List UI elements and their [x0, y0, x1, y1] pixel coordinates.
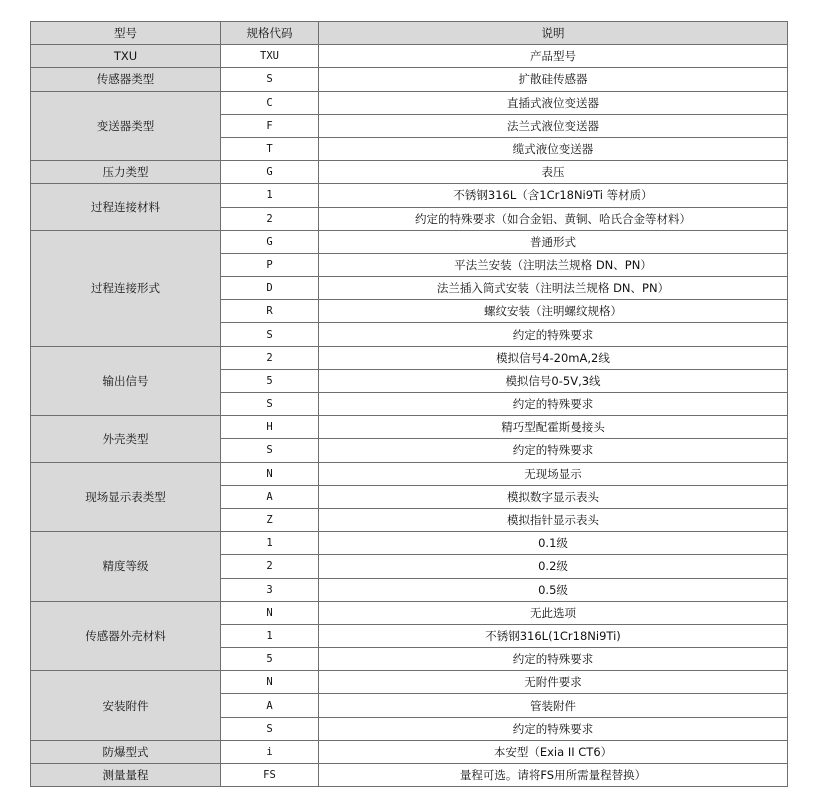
- table-header-row: [31, 22, 788, 45]
- spec-code-cell: 2: [221, 346, 319, 369]
- group-name-cell: 输出信号: [31, 346, 221, 416]
- spec-table-container: [30, 21, 787, 787]
- group-name-cell: 现场显示表类型: [31, 462, 221, 532]
- description-cell: 模拟信号0-5V,3线: [319, 369, 788, 392]
- table-row: [31, 532, 788, 555]
- spec-code-cell: S: [221, 393, 319, 416]
- spec-code-cell: 5: [221, 648, 319, 671]
- spec-code-cell: T: [221, 137, 319, 160]
- spec-code-cell: A: [221, 694, 319, 717]
- model-spec-table: [30, 21, 788, 787]
- description-cell: 0.5级: [319, 578, 788, 601]
- description-cell: 精巧型配霍斯曼接头: [319, 416, 788, 439]
- group-name-cell: 测量量程: [31, 764, 221, 787]
- spec-code-cell: N: [221, 671, 319, 694]
- group-name-cell: 传感器外壳材料: [31, 601, 221, 671]
- description-cell: 普通形式: [319, 230, 788, 253]
- description-cell: 约定的特殊要求: [319, 439, 788, 462]
- table-row: [31, 184, 788, 207]
- spec-code-cell: G: [221, 161, 319, 184]
- table-row: [31, 346, 788, 369]
- spec-code-cell: S: [221, 323, 319, 346]
- spec-code-cell: S: [221, 68, 319, 91]
- spec-code-cell: S: [221, 439, 319, 462]
- description-cell: 约定的特殊要求: [319, 323, 788, 346]
- description-cell: 直插式液位变送器: [319, 91, 788, 114]
- group-name-cell: 变送器类型: [31, 91, 221, 161]
- description-cell: 法兰插入筒式安装（注明法兰规格 DN、PN）: [319, 277, 788, 300]
- description-cell: 扩散硅传感器: [319, 68, 788, 91]
- description-cell: 量程可选。请将FS用所需量程替换）: [319, 764, 788, 787]
- header-code: 规格代码: [221, 22, 319, 45]
- group-name-cell: 外壳类型: [31, 416, 221, 462]
- spec-code-cell: i: [221, 740, 319, 763]
- spec-code-cell: N: [221, 462, 319, 485]
- description-cell: 无现场显示: [319, 462, 788, 485]
- header-description: 说明: [319, 22, 788, 45]
- spec-code-cell: A: [221, 485, 319, 508]
- description-cell: 约定的特殊要求（如合金铝、黄铜、哈氏合金等材料）: [319, 207, 788, 230]
- description-cell: 约定的特殊要求: [319, 393, 788, 416]
- spec-code-cell: 1: [221, 184, 319, 207]
- description-cell: 不锈钢316L(1Cr18Ni9Ti): [319, 624, 788, 647]
- description-cell: 管装附件: [319, 694, 788, 717]
- spec-code-cell: 2: [221, 555, 319, 578]
- description-cell: 产品型号: [319, 45, 788, 68]
- group-name-cell: 防爆型式: [31, 740, 221, 763]
- spec-code-cell: Z: [221, 508, 319, 531]
- spec-code-cell: C: [221, 91, 319, 114]
- description-cell: 平法兰安装（注明法兰规格 DN、PN）: [319, 253, 788, 276]
- spec-code-cell: N: [221, 601, 319, 624]
- spec-code-cell: 1: [221, 624, 319, 647]
- group-name-cell: 压力类型: [31, 161, 221, 184]
- group-name-cell: 精度等级: [31, 532, 221, 602]
- table-row: [31, 462, 788, 485]
- description-cell: 0.2级: [319, 555, 788, 578]
- table-row: [31, 601, 788, 624]
- description-cell: 表压: [319, 161, 788, 184]
- table-row: [31, 416, 788, 439]
- table-row: [31, 45, 788, 68]
- spec-code-cell: FS: [221, 764, 319, 787]
- spec-code-cell: P: [221, 253, 319, 276]
- spec-code-cell: TXU: [221, 45, 319, 68]
- spec-code-cell: G: [221, 230, 319, 253]
- spec-code-cell: 5: [221, 369, 319, 392]
- description-cell: 模拟数字显示表头: [319, 485, 788, 508]
- description-cell: 不锈钢316L（含1Cr18Ni9Ti 等材质）: [319, 184, 788, 207]
- table-row: [31, 68, 788, 91]
- description-cell: 本安型（Exia II CT6）: [319, 740, 788, 763]
- spec-code-cell: 3: [221, 578, 319, 601]
- table-row: [31, 671, 788, 694]
- table-body: [31, 45, 788, 787]
- description-cell: 缆式液位变送器: [319, 137, 788, 160]
- table-row: [31, 740, 788, 763]
- spec-code-cell: H: [221, 416, 319, 439]
- spec-code-cell: D: [221, 277, 319, 300]
- description-cell: 模拟信号4-20mA,2线: [319, 346, 788, 369]
- description-cell: 约定的特殊要求: [319, 717, 788, 740]
- description-cell: 0.1级: [319, 532, 788, 555]
- group-name-cell: 过程连接材料: [31, 184, 221, 230]
- spec-code-cell: R: [221, 300, 319, 323]
- spec-code-cell: F: [221, 114, 319, 137]
- spec-code-cell: 2: [221, 207, 319, 230]
- table-row: [31, 161, 788, 184]
- group-name-cell: 传感器类型: [31, 68, 221, 91]
- header-model: 型号: [31, 22, 221, 45]
- spec-code-cell: 1: [221, 532, 319, 555]
- table-row: [31, 230, 788, 253]
- description-cell: 螺纹安装（注明螺纹规格）: [319, 300, 788, 323]
- description-cell: 无此选项: [319, 601, 788, 624]
- group-name-cell: 安装附件: [31, 671, 221, 741]
- group-name-cell: TXU: [31, 45, 221, 68]
- group-name-cell: 过程连接形式: [31, 230, 221, 346]
- spec-code-cell: S: [221, 717, 319, 740]
- table-row: [31, 764, 788, 787]
- description-cell: 模拟指针显示表头: [319, 508, 788, 531]
- description-cell: 约定的特殊要求: [319, 648, 788, 671]
- description-cell: 法兰式液位变送器: [319, 114, 788, 137]
- table-row: [31, 91, 788, 114]
- description-cell: 无附件要求: [319, 671, 788, 694]
